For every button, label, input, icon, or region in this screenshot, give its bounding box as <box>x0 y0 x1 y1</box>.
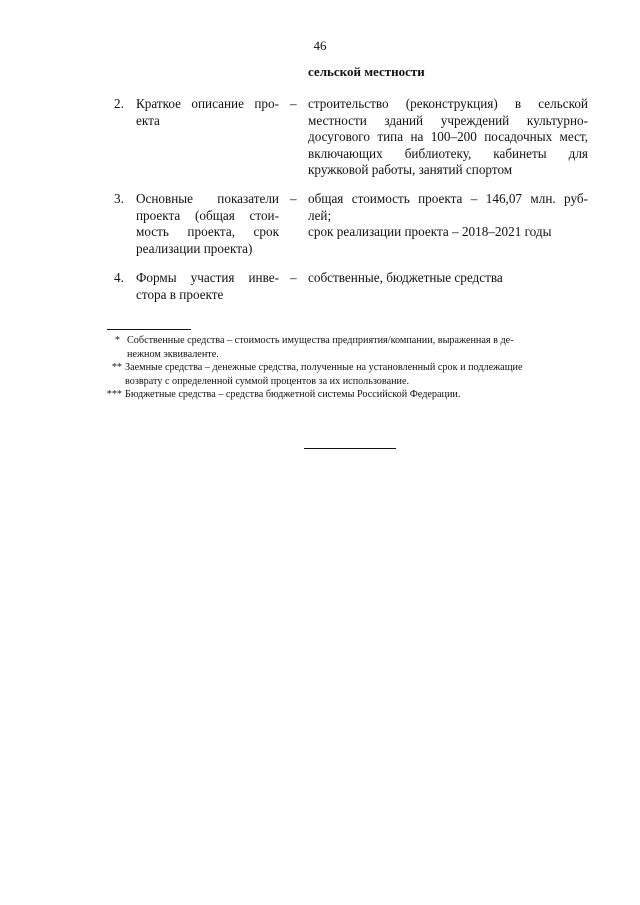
row-label-line: екта <box>136 112 160 128</box>
footnote-line: Заемные средства – денежные средства, полученные на установленный срок и подлежащие <box>125 362 523 373</box>
footnote-mark: ** <box>111 362 122 373</box>
row-value-line: включающих библиотеку, кабинеты для <box>308 145 588 161</box>
row-label-line: Основные показатели <box>136 191 279 206</box>
end-separator <box>304 448 396 449</box>
page-number: 46 <box>313 38 327 53</box>
row-value-line: лей; <box>308 207 332 223</box>
row-value-line: срок реализации проекта – 2018–2021 годы <box>308 224 552 239</box>
row-number: 2. <box>114 96 124 111</box>
row-number: 4. <box>114 270 124 285</box>
row-label-line: Краткое описание про- <box>136 96 279 111</box>
footnote-text <box>125 361 523 388</box>
row-value-line: собственные, бюджетные средства <box>308 270 503 285</box>
row-label <box>136 270 279 303</box>
row-value-line: кружковой работы, занятий спортом <box>308 162 513 177</box>
row-label <box>136 96 279 129</box>
row-value-line: строительство (реконструкция) в сельской <box>308 96 588 111</box>
footnote-separator <box>107 329 191 330</box>
row-value <box>308 96 588 179</box>
row-value-line: общая стоимость проекта – 146,07 млн. руб- <box>308 191 588 206</box>
footnote-line: возврату с определенной суммой процентов за их использование. <box>125 375 410 387</box>
row-label-line: мость проекта, срок <box>136 224 279 239</box>
row-label-line: проекта (общая стои- <box>136 207 279 223</box>
footnote-line: нежном эквиваленте. <box>127 348 219 360</box>
footnote-line: Бюджетные средства – средства бюджетной системы Российской Федерации. <box>125 389 461 400</box>
row-label-line: Формы участия инве- <box>136 270 279 285</box>
row-label <box>136 191 279 257</box>
row-dash: – <box>290 96 297 111</box>
footnote-mark: *** <box>106 389 122 400</box>
heading-continuation: сельской местности <box>308 64 425 79</box>
footnote-mark: * <box>114 335 120 346</box>
row-value <box>308 270 588 287</box>
footnote-line: Собственные средства – стоимость имущества предприятия/компании, выраженная в де- <box>127 335 514 346</box>
footnote-text <box>127 334 514 361</box>
row-dash: – <box>290 191 297 206</box>
row-number: 3. <box>114 191 124 206</box>
row-value <box>308 191 588 241</box>
row-value-line: досугового типа на 100–200 посадочных мест, <box>308 129 588 144</box>
row-label-line: реализации проекта) <box>136 240 253 256</box>
row-label-line: стора в проекте <box>136 286 224 302</box>
row-value-line: местности зданий учреждений культурно- <box>308 112 588 128</box>
row-dash: – <box>290 270 297 285</box>
footnote-text <box>125 388 460 402</box>
